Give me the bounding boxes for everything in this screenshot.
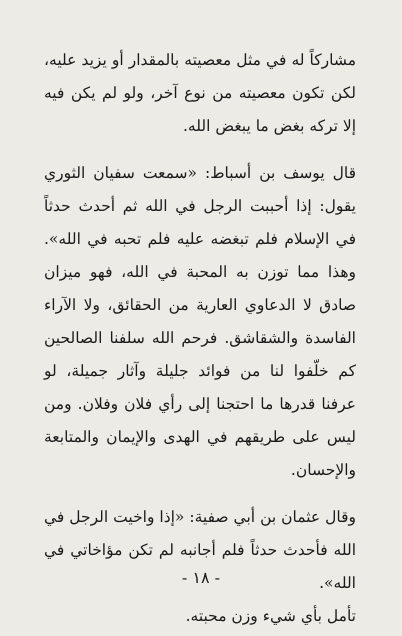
page-number: - ١٨ - bbox=[181, 568, 221, 587]
paragraph-3: وقال عثمان بن أبي صفية: «إذا واخيت الرجل في الله فأحدث حدثاً فلم أجانبه لم تكن مؤاخاتي في الله». bbox=[44, 508, 356, 592]
paragraph-gap bbox=[44, 487, 356, 501]
paragraph-2: قال يوسف بن أسباط: «سمعت سفيان الثوري يقول: إذا أحببت الرجل في الله ثم أحدث حدثاً في الإسلام فلم تبغضه عليه فلم تحبه في الله». وهذا مما توزن به المحبة في الله، فهو ميزان صادق لا الدعاوي العارية من الحقائق، ولا الآراء الفاسدة والشقاشق. فرحم الله سلفنا الصالحين كم خلّفوا لنا من فوائد جليلة وآثار جميلة، لو عرفنا قدرها ما احتجنا إلى رأي فلان وفلان. ومن ليس على طريقهم في الهدى والإيمان والمتابعة والإحسان. bbox=[44, 164, 356, 479]
paragraph-gap bbox=[44, 143, 356, 157]
paragraph-4: تأمل بأي شيء وزن محبته. bbox=[185, 607, 356, 625]
paragraph-1: مشاركاً له في مثل معصيته بالمقدار أو يزيد عليه، لكن تكون معصيته من نوع آخر، ولو لم يكن فيه إلا تركه بغض ما يبغض الله. bbox=[44, 51, 356, 135]
